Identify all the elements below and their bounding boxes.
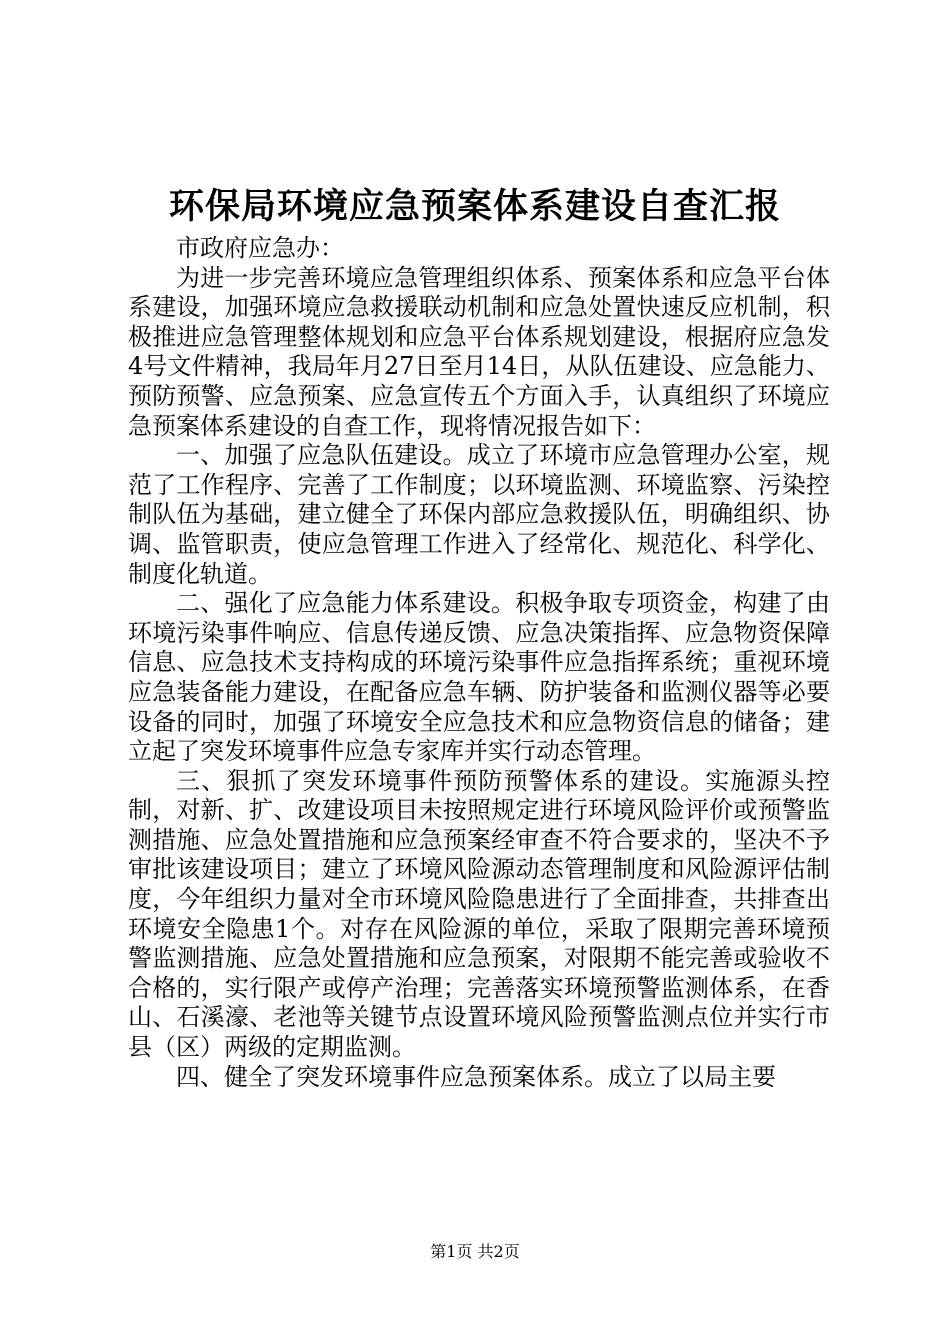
salutation: 市政府应急办： — [176, 234, 344, 262]
paragraph-section-1: 一、加强了应急队伍建设。成立了环境市应急管理办公室，规范了工作程序、完善了工作制度；以环境监测、环境监察、污染控制队伍为基础，建立健全了环保内部应急救援队伍，明确组织、协调、监管职责，使应急管理工作进入了经常化、规范化、科学化、制度化轨道。 — [128, 441, 830, 588]
paragraph-section-4: 四、健全了突发环境事件应急预案体系。成立了以局主要 — [176, 1062, 776, 1091]
paragraph-section-3: 三、狠抓了突发环境事件预防预警体系的建设。实施源头控制，对新、扩、改建设项目未按照规定进行环境风险评价或预警监测措施、应急处置措施和应急预案经审查不符合要求的，坚决不予审批该建设项目；建立了环境风险源动态管理制度和风险源评估制度，今年组织力量对全市环境风险隐患进行了全面排查，共排查出环境安全隐患1个。对存在风险源的单位，采取了限期完善环境预警监测措施、应急处置措施和应急预案，对限期不能完善或验收不合格的，实行限产或停产治理；完善落实环境预警监测体系，在香山、石溪濠、老池等关键节点设置环境风险预警监测点位并实行市县（区）两级的定期监测。 — [128, 766, 830, 1062]
document-title: 环保局环境应急预案体系建设自查汇报 — [168, 186, 781, 227]
document-body — [128, 234, 830, 1092]
paragraph-intro: 为进一步完善环境应急管理组织体系、预案体系和应急平台体系建设，加强环境应急救援联动机制和应急处置快速反应机制，积极推进应急管理整体规划和应急平台体系规划建设，根据府应急发4号文件精神，我局年月27日至月14日，从队伍建设、应急能力、预防预警、应急预案、应急宣传五个方面入手，认真组织了环境应急预案体系建设的自查工作，现将情况报告如下： — [128, 263, 830, 440]
paragraph-section-2: 二、强化了应急能力体系建设。积极争取专项资金，构建了由环境污染事件响应、信息传递反馈、应急决策指挥、应急物资保障信息、应急技术支持构成的环境污染事件应急指挥系统；重视环境应急装备能力建设，在配备应急车辆、防护装备和监测仪器等必要设备的同时，加强了环境安全应急技术和应急物资信息的储备；建立起了突发环境事件应急专家库并实行动态管理。 — [128, 589, 830, 766]
page-footer: 第1页 共2页 — [430, 1242, 520, 1261]
